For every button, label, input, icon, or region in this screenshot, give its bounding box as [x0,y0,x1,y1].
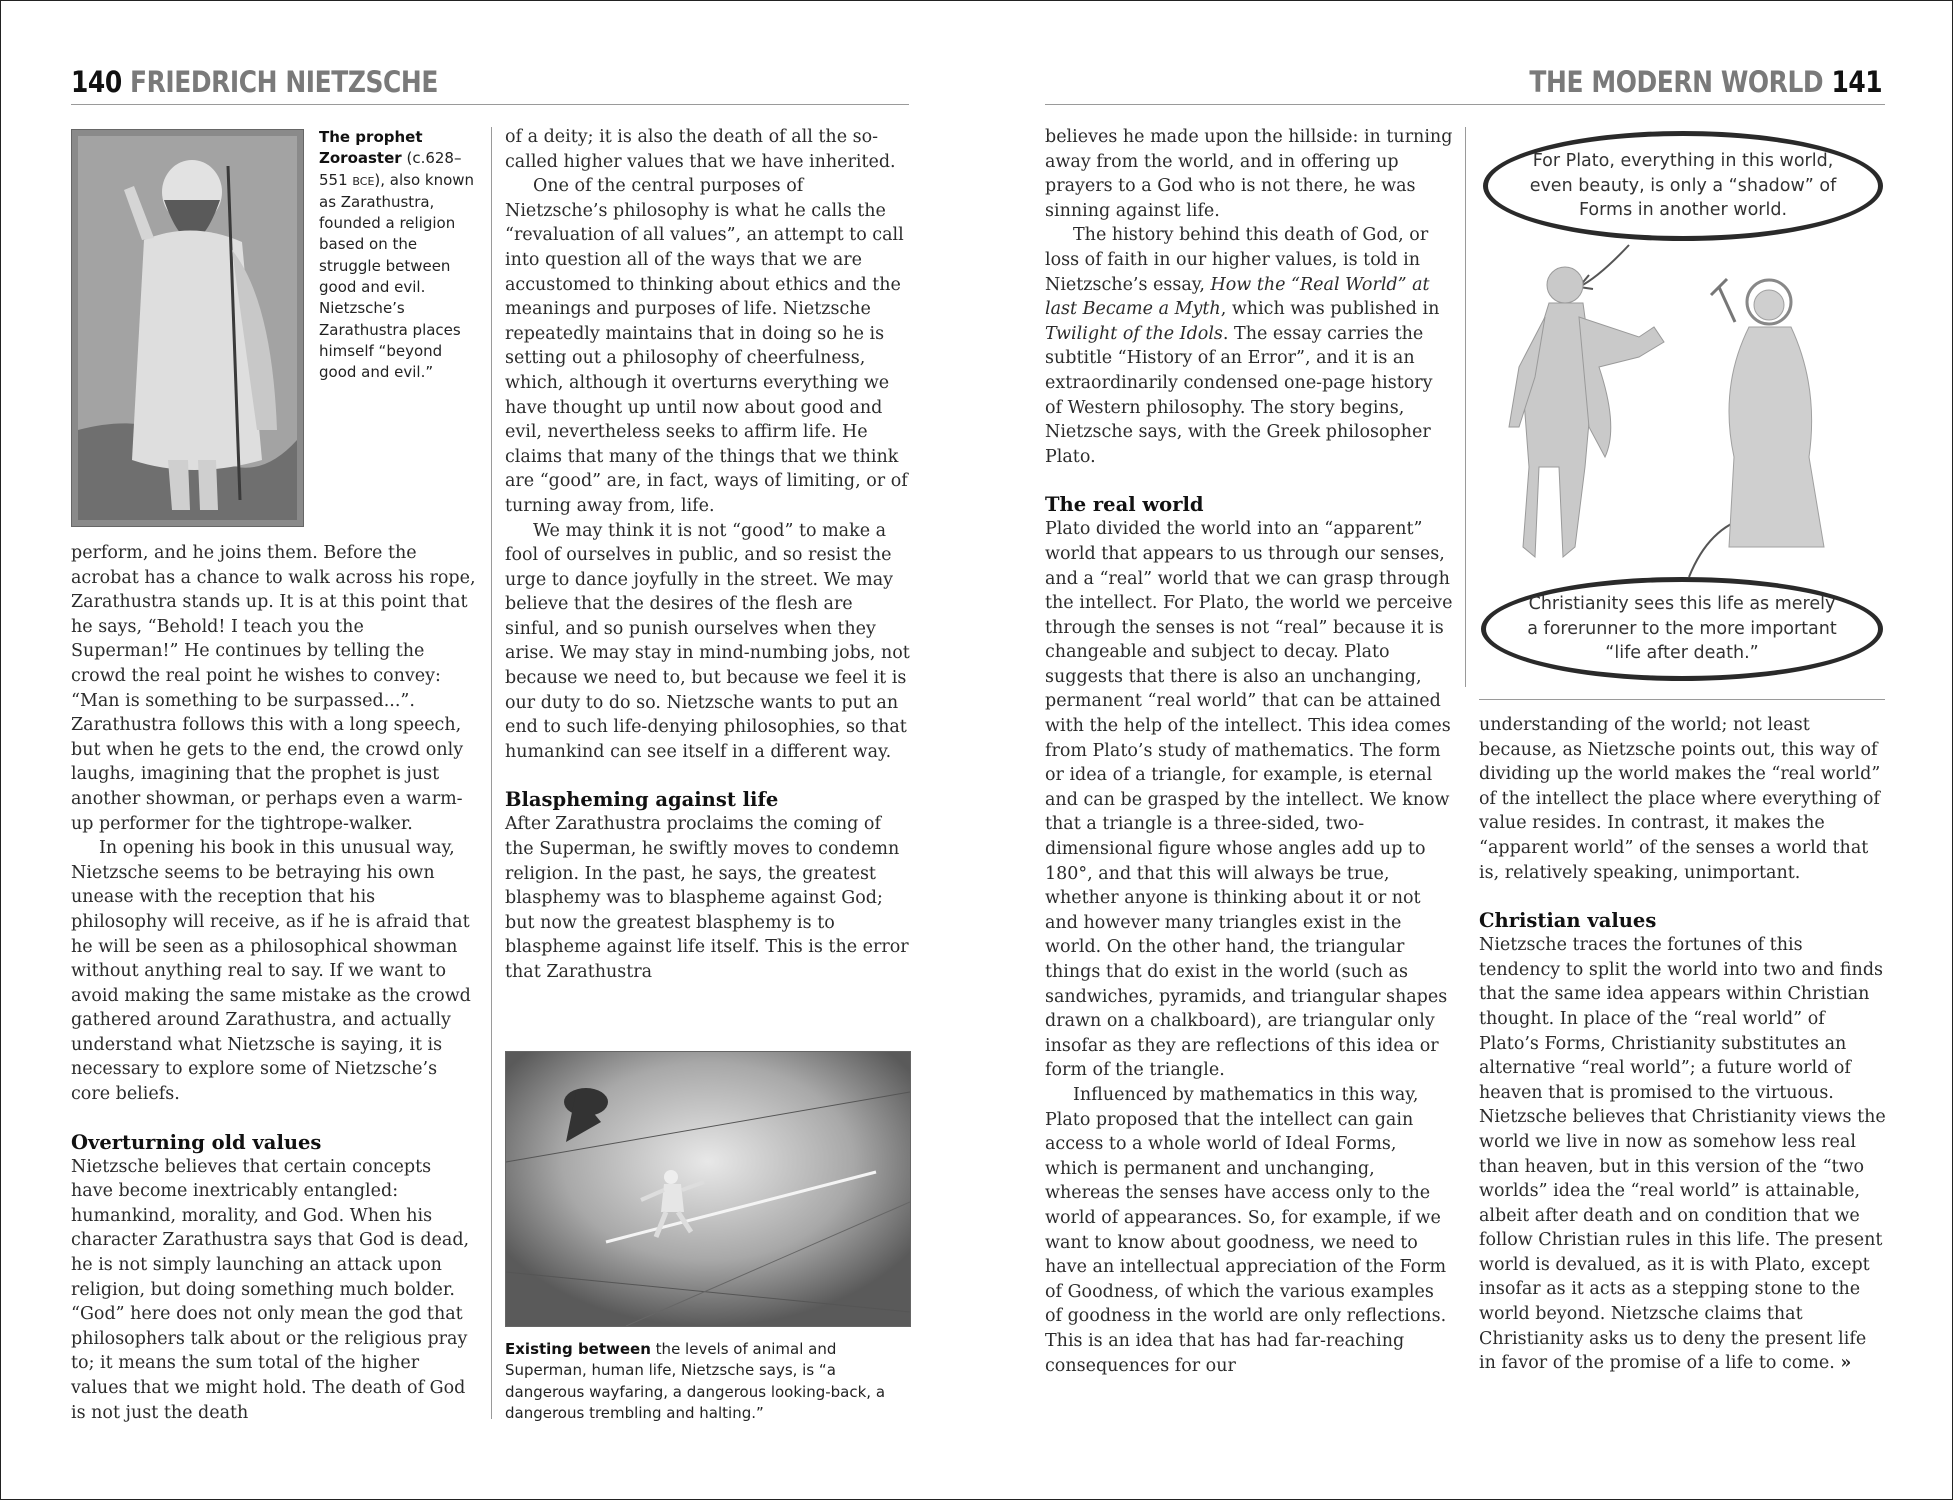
zoroaster-caption-date: (c.628–551 [319,149,462,189]
col4-paragraph-1: understanding of the world; not least because, as Nietzsche points out, this way of dividing up the world makes the “real world” of the intellect the place where everything of value resides. In contrast, it makes the “apparent world” of the senses a world that is, relatively speaking, unimportant. [1479,715,1881,883]
col3-paragraph-3: Plato divided the world into an “apparent” world that appears to us through our senses, and a “real” world that we can grasp through the intellect. For Plato, the world we perceive through the senses is not “real” because it is changeable and subject to decay. Plato suggests that there is also an unchanging, permanent “real world” that can be attained with the help of the intellect. This idea comes from Plato’s study of mathematics. The form or idea of a triangle, for example, is eternal and can be grasped by the intellect. We know that a triangle is a three-sided, two-dimensional figure whose angles add up to 180°, and that this will always be true, whether anyone is thinking about it or not and however many triangles exist in the world. On the other hand, the triangular things that do exist in the world (such as sandwiches, pyramids, and triangular shapes drawn on a chalkboard), are triangular only insofar as they are reflections of this idea or form of the triangle. [1045,519,1453,1081]
right-page-header [1529,65,1882,99]
tightrope-caption-title: Existing between [505,1340,651,1358]
zoroaster-caption [319,127,479,384]
panel-rule [1479,699,1885,700]
plato-christianity-panel [1479,127,1885,687]
col1-paragraph-2: In opening his book in this unusual way, Nietzsche seems to be betraying his own unease with the reception that his philosophy will receive, as if he is afraid that he will be seen as a philosophical showman without anything real to say. If we want to avoid making the same mistake as the crowd gathered around Zarathustra, and actually understand what Nietzsche is saying, it is necessary to explore some of Nietzsche’s core beliefs. [71,838,471,1105]
col4-paragraph-2-text: Nietzsche traces the fortunes of this tendency to split the world into two and finds that the same idea appears within Christian thought. In place of the “real world” of Plato’s Forms, Christianity substitutes an alternative “real world”; a future world of heaven that is promised to the virtuous. Nietzsche believes that Christianity views the world we live in now as somehow less real than heaven, but in this version of the “two worlds” idea the “real world” is attainable, albeit after death and on condition that we follow Christian rules in this life. The present world is devalued, as it is with Plato, except insofar as it acts as a stepping stone to the world beyond. Nietzsche claims that Christianity asks us to deny the present life in favor of the promise of a life to come. [1479,935,1886,1374]
col3-paragraph-2-text-a: The history behind this death of God, or loss of faith in our higher values, is told in Nietzsche’s essay, [1045,225,1429,295]
col2-paragraph-2: One of the central purposes of Nietzsche’s philosophy is what he calls the “revaluation of all values”, an attempt to call into question all of the ways that we are accustomed to thinking about ethics and the meanings and purposes of life. Nietzsche repeatedly maintains that in doing so he is setting out a philosophy of cheerfulness, which, although it overturns everything we have thought up until now about good and evil, nevertheless seeks to affirm life. He claims that many of the things that we think are “good” are, in fact, ways of limiting, or of turning away from, life. [505,176,908,516]
tightrope-walker-figure [505,1051,911,1327]
col4-paragraph-2 [1479,933,1887,1376]
column-3 [1045,125,1453,1378]
column-4 [1479,713,1887,1376]
book-title: Twilight of the Idols [1045,323,1223,344]
col1-paragraph-3: Nietzsche believes that certain concepts have become inextricably entangled: humankind, morality, and God. When his character Zarathustra says that God is dead, he is not simply launching an attack upon religion, but doing something much bolder. “God” here does not only mean the god that philosophers talk about or the religious pray to; it means the sum total of the higher values that we might hold. The death of God is not just the death [71,1156,470,1423]
col2-paragraph-4: After Zarathustra proclaims the coming of the Superman, he swiftly moves to condemn religion. In the past, he says, the greatest blasphemy was to blaspheme against God; but now the greatest blasphemy is to blaspheme against life itself. This is the error that Zarathustra [505,814,909,982]
col3-paragraph-2 [1045,223,1453,469]
col3-paragraph-4: Influenced by mathematics in this way, Plato proposed that the intellect can gain access to a whole world of Ideal Forms, which is permanent and unchanging, whereas the senses have access only to the world of appearances. So, for example, if we want to know about goodness, we need to have an intellectual appreciation of the Form of Goodness, of which the various examples of goodness in the world are only reflections. This is an idea that has had far-reaching consequences for our [1045,1084,1447,1376]
continued-mark: » [1840,1353,1852,1374]
left-page-header [71,65,438,99]
right-header-rule [1045,104,1885,105]
col3-paragraph-2-text-b: , which was published in [1220,299,1440,320]
heading-the-real-world: The real world [1045,493,1204,517]
tightrope-caption [505,1339,911,1424]
column-1 [71,541,476,1425]
tightrope-caption-text: the levels of animal and Superman, human life, Nietzsche says, is “a dangerous wayfaring, a dangerous looking-back, a dangerous trembling and halting.” [505,1340,886,1422]
heading-blaspheming-against-life: Blaspheming against life [505,788,779,812]
right-page-number: 141 [1831,65,1882,99]
zoroaster-caption-title: The prophet Zoroaster [319,128,423,168]
col3-paragraph-2-text-c: . The essay carries the subtitle “History of an Error”, and it is an extraordinarily condensed one-page history of Western philosophy. The story begins, Nietzsche says, with the Greek philosopher Plato. [1045,323,1433,467]
column-2 [505,125,911,985]
left-header-rule [71,104,909,105]
col3-paragraph-1: believes he made upon the hillside: in turning away from the world, and in offering up prayers to a God who is not there, he was sinning against life. [1045,127,1453,221]
left-page-number: 140 [71,65,122,99]
col2-paragraph-3: We may think it is not “good” to make a fool of ourselves in public, and so resist the urge to dance joyfully in the street. We may believe that the desires of the flesh are sinful, and so punish ourselves when they arise. We may stay in mind-numbing jobs, not because we need to, but because we feel it is our duty to do so. Nietzsche wants to put an end to such life-denying philosophies, so that humankind can see itself in a different way. [505,520,910,762]
column-divider [1465,127,1466,687]
zoroaster-caption-text: ), also known as Zarathustra, founded a religion based on the struggle between good and evil. Nietzsche’s Zarathustra places himself “beyond good and evil.” [319,170,475,382]
zoroaster-caption-era: BCE [352,174,375,188]
zoroaster-figure [71,129,304,527]
tightrope-illustration [506,1052,910,1326]
heading-overturning-old-values: Overturning old values [71,1130,322,1154]
col1-paragraph-1: perform, and he joins them. Before the acrobat has a chance to walk across his rope, Zarathustra stands up. It is at this point that he says, “Behold! I teach you the Superman!” He continues by telling the crowd the real point he wishes to convey: “Man is something to be surpassed...”. Zarathustra follows this with a long speech, but when he gets to the end, the crowd only laughs, imagining that the prophet is just another showman, or perhaps even a warm-up performer for the tightrope-walker. [71,543,476,834]
zoroaster-illustration [72,130,303,526]
col2-paragraph-1: of a deity; it is also the death of all the so-called higher values that we have inherited. [505,127,896,172]
column-divider [491,127,492,1419]
speech-bubble-christianity: Christianity sees this life as merely a forerunner to the more important “life after death.” [1481,577,1883,681]
heading-christian-values: Christian values [1479,909,1657,933]
speech-bubble-plato: For Plato, everything in this world, even beauty, is only a “shadow” of Forms in another world. [1483,131,1883,241]
left-running-title: FRIEDRICH NIETZSCHE [130,65,438,99]
right-running-title: THE MODERN WORLD [1529,65,1823,99]
essay-title: How the “Real World” at last Became a Myth [1045,274,1430,320]
